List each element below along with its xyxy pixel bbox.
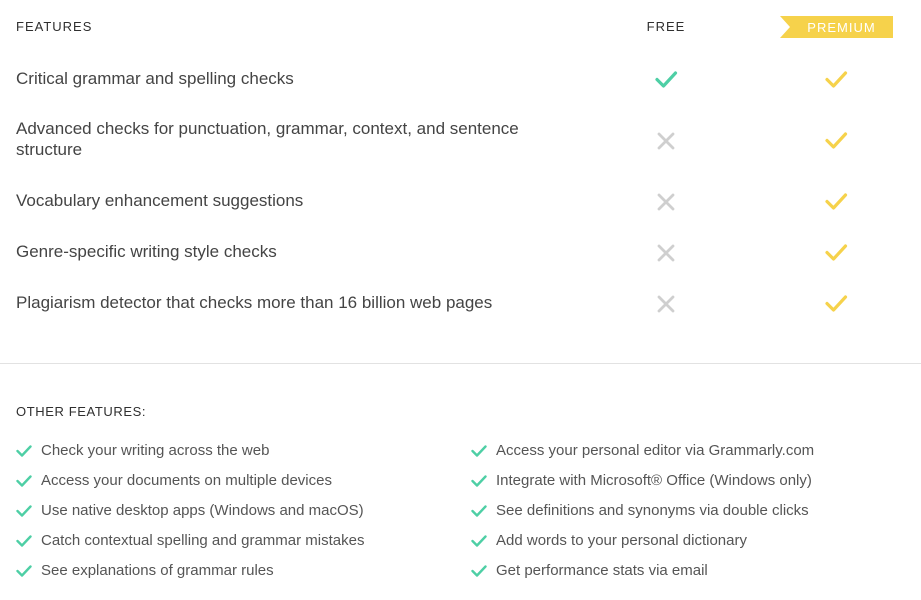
comparison-header <box>0 0 921 54</box>
check-icon <box>16 564 32 578</box>
list-item-label: Add words to your personal dictionary <box>496 532 747 549</box>
list-item-label: Get performance stats via email <box>496 562 708 579</box>
feature-row <box>0 118 921 162</box>
check-icon <box>471 444 487 458</box>
feature-row <box>0 241 921 265</box>
section-divider <box>0 363 921 364</box>
check-icon <box>824 240 848 264</box>
list-item-label: Use native desktop apps (Windows and macOS) <box>41 502 364 519</box>
feature-row <box>0 190 921 214</box>
premium-column-heading: PREMIUM <box>807 20 876 35</box>
banner-notch-shape <box>780 16 790 38</box>
check-icon <box>471 504 487 518</box>
cross-icon <box>654 241 678 265</box>
list-item-label: See explanations of grammar rules <box>41 562 274 579</box>
check-icon <box>471 564 487 578</box>
features-column-heading: FEATURES <box>16 19 93 34</box>
list-item-label: Integrate with Microsoft® Office (Windows only) <box>496 472 812 489</box>
check-icon <box>16 504 32 518</box>
list-item-label: See definitions and synonyms via double clicks <box>496 502 809 519</box>
check-icon <box>654 67 678 91</box>
feature-row <box>0 292 921 316</box>
check-icon <box>824 128 848 152</box>
feature-row <box>0 67 921 91</box>
feature-label: Plagiarism detector that checks more than 16 billion web pages <box>16 293 493 312</box>
list-item-label: Check your writing across the web <box>41 442 270 459</box>
list-item-label: Catch contextual spelling and grammar mistakes <box>41 532 365 549</box>
premium-column-banner <box>780 16 893 38</box>
cross-icon <box>654 129 678 153</box>
check-icon <box>824 189 848 213</box>
check-icon <box>824 291 848 315</box>
feature-label: Advanced checks for punctuation, grammar, context, and sentence structure <box>16 119 519 159</box>
other-features-heading: OTHER FEATURES: <box>16 404 147 419</box>
check-icon <box>16 444 32 458</box>
check-icon <box>16 534 32 548</box>
cross-icon <box>654 190 678 214</box>
check-icon <box>16 474 32 488</box>
list-item-label: Access your personal editor via Grammarly.com <box>496 442 815 459</box>
check-icon <box>471 474 487 488</box>
check-icon <box>471 534 487 548</box>
feature-label: Critical grammar and spelling checks <box>16 69 294 88</box>
list-item-label: Access your documents on multiple devices <box>41 472 332 489</box>
cross-icon <box>654 292 678 316</box>
free-column-heading: FREE <box>646 19 686 34</box>
feature-label: Vocabulary enhancement suggestions <box>16 191 304 210</box>
check-icon <box>824 67 848 91</box>
feature-label: Genre-specific writing style checks <box>16 242 277 261</box>
